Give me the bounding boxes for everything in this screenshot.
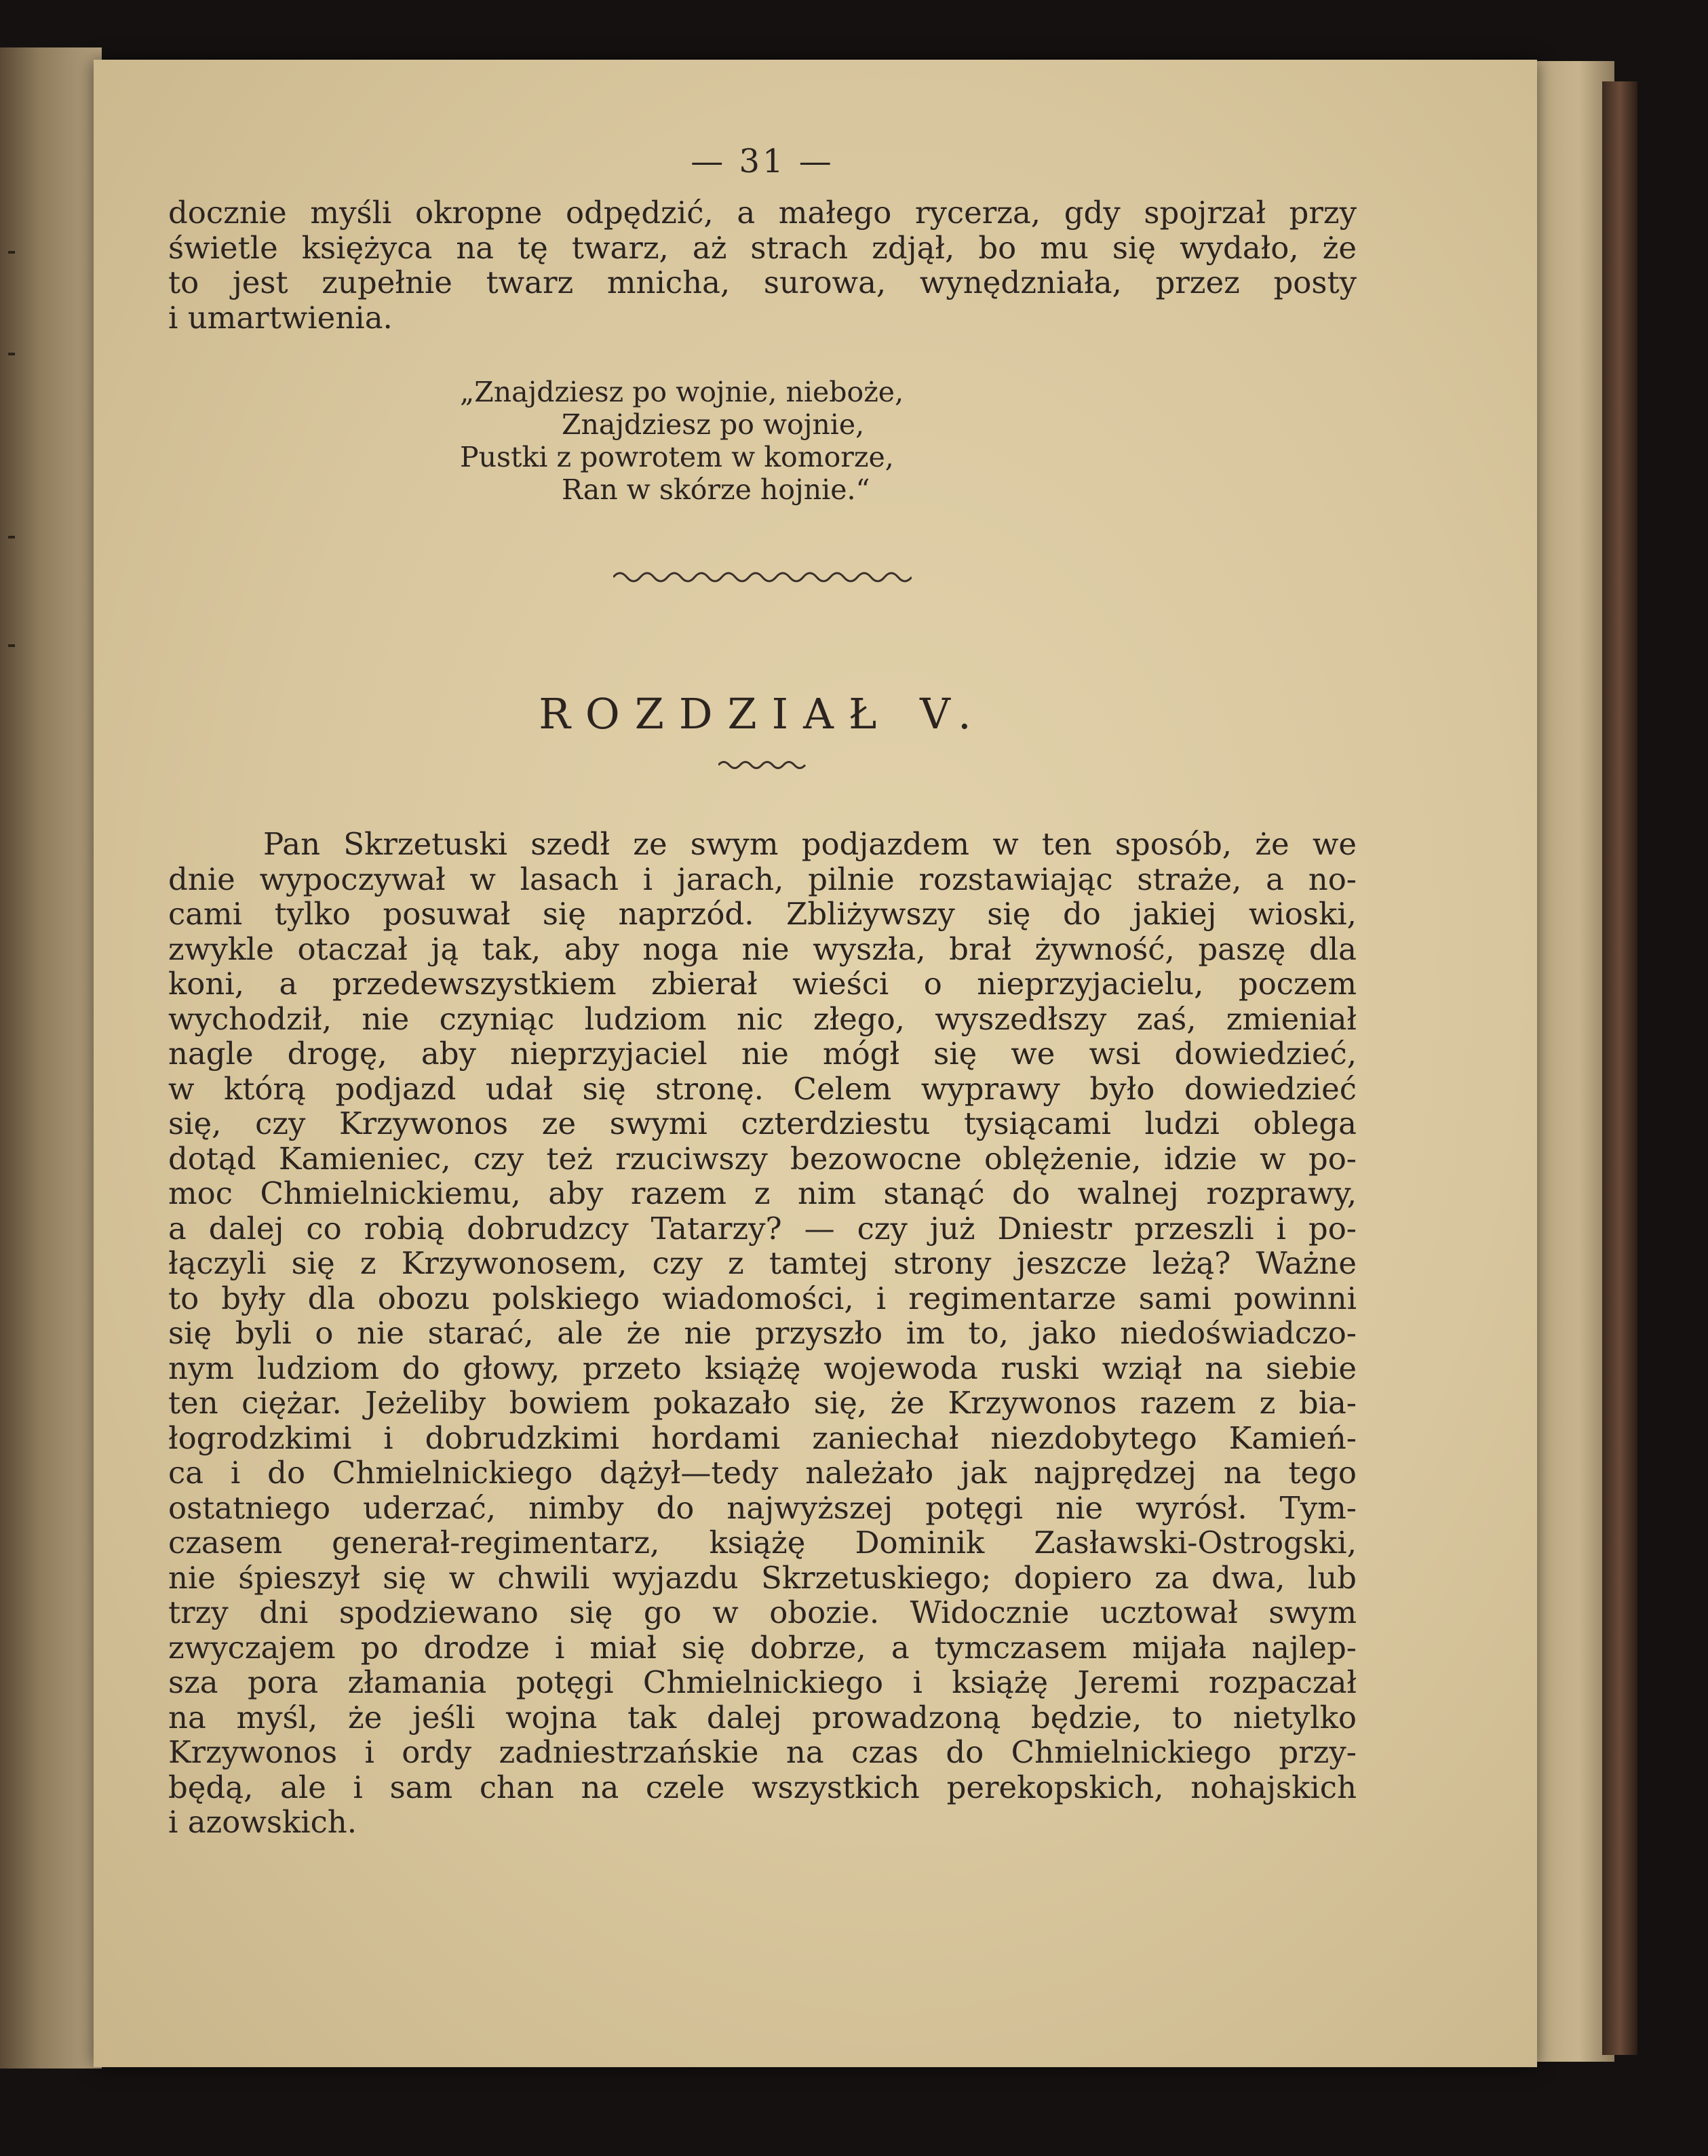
text-line: na myśl, że jeśli wojna tak dalej prowadzoną będzie, to nietylko bbox=[168, 1699, 1357, 1736]
verse-line: Pustki z powrotem w komorze, bbox=[460, 441, 894, 473]
text-line: to były dla obozu polskiego wiadomości, i regimentarze sami powinni bbox=[168, 1280, 1357, 1316]
text-line: czasem generał-regimentarz, książę Dominik Zasławski-Ostrogski, bbox=[168, 1525, 1357, 1561]
text-line: i umartwienia. bbox=[168, 299, 393, 336]
text-line: zwykle otaczał ją tak, aby noga nie wyszła, brał żywność, paszę dla bbox=[168, 930, 1357, 967]
text-line: sza pora złamania potęgi Chmielnickiego i książę Jeremi rozpaczał bbox=[168, 1664, 1357, 1700]
text-line: a dalej co robią dobrudzcy Tatarzy? — czy już Dniestr przeszli i po- bbox=[168, 1210, 1357, 1247]
text-line: ostatniego uderzać, nimby do najwyższej potęgi nie wyrósł. Tym- bbox=[168, 1489, 1357, 1526]
verse-line: „Znajdziesz po wojnie, nieboże, bbox=[460, 376, 904, 408]
text-line: nym ludziom do głowy, przeto książę wojewoda ruski wziął na siebie bbox=[168, 1350, 1357, 1386]
text-line: w którą podjazd udał się stronę. Celem wyprawy było dowiedzieć bbox=[168, 1070, 1357, 1107]
text-line: ca i do Chmielnickiego dążył—tedy należało jak najprędzej na tego bbox=[168, 1455, 1357, 1491]
text-line: się byli o nie starać, ale że nie przyszło im to, jako niedoświadczo- bbox=[168, 1315, 1357, 1351]
book-cover-edge bbox=[1602, 81, 1637, 2055]
verse-line: Ran w skórze hojnie.“ bbox=[562, 473, 870, 506]
text-line: trzy dni spodziewano się go w obozie. Widocznie ucztował swym bbox=[168, 1594, 1357, 1630]
text-line: docznie myśli okropne odpędzić, a małego rycerza, gdy spojrzał przy bbox=[168, 195, 1357, 231]
text-line: Krzywonos i ordy zadniestrzańskie na czas do Chmielnickiego przy- bbox=[168, 1734, 1357, 1770]
page-text bbox=[168, 142, 1357, 1840]
verse-line: Znajdziesz po wojnie, bbox=[562, 408, 865, 441]
right-page-edge bbox=[1526, 61, 1614, 2062]
text-line: cami tylko posuwał się naprzód. Zbliżywszy się do jakiej wioski, bbox=[168, 896, 1357, 932]
left-page-edge bbox=[0, 47, 102, 2069]
page-edge-mark bbox=[8, 251, 15, 254]
text-line: dotąd Kamieniec, czy też rzuciwszy bezowocne oblężenie, idzie w po- bbox=[168, 1140, 1357, 1177]
page-edge-mark bbox=[8, 353, 15, 355]
text-line: zwyczajem po drodze i miał się dobrze, a tymczasem mijała najlep- bbox=[168, 1629, 1357, 1666]
text-line: ten ciężar. Jeżeliby bowiem pokazało się, że Krzywonos razem z bia- bbox=[168, 1385, 1357, 1421]
text-line: to jest zupełnie twarz mnicha, surowa, wynędzniała, przez posty bbox=[168, 264, 1357, 300]
text-line: świetle księżyca na tę twarz, aż strach zdjął, bo mu się wydało, że bbox=[168, 229, 1357, 266]
text-line: dnie wypoczywał w lasach i jarach, pilnie rozstawiając straże, a no- bbox=[168, 861, 1357, 897]
wavy-ornament-divider bbox=[613, 567, 912, 587]
paragraph bbox=[168, 195, 1357, 335]
text-line: koni, a przedewszystkiem zbierał wieści o nieprzyjacielu, poczem bbox=[168, 966, 1357, 1002]
text-line: moc Chmielnickiemu, aby razem z nim stanąć do walnej rozprawy, bbox=[168, 1175, 1357, 1211]
text-line: nie śpieszył się w chwili wyjazdu Skrzetuskiego; dopiero za dwa, lub bbox=[168, 1559, 1357, 1596]
text-line: wychodził, nie czyniąc ludziom nic złego, wyszedłszy zaś, zmieniał bbox=[168, 1000, 1357, 1037]
text-line: i azowskich. bbox=[168, 1804, 357, 1840]
chapter-title: ROZDZIAŁ V. bbox=[539, 689, 986, 739]
text-line: się, czy Krzywonos ze swymi czterdziestu tysiącami ludzi oblega bbox=[168, 1105, 1357, 1141]
text-line: łączyli się z Krzywonosem, czy z tamtej strony jeszcze leżą? Ważne bbox=[168, 1245, 1357, 1281]
text-line: będą, ale i sam chan na czele wszystkich perekopskich, nohajskich bbox=[168, 1769, 1357, 1805]
text-line: Pan Skrzetuski szedł ze swym podjazdem w ten sposób, że we bbox=[263, 826, 1357, 862]
page-edge-mark bbox=[8, 536, 15, 538]
chapter-paragraph bbox=[168, 827, 1357, 1840]
text-line: nagle drogę, aby nieprzyjaciel nie mógł się we wsi dowiedzieć, bbox=[168, 1036, 1357, 1072]
page-edge-mark bbox=[8, 644, 15, 647]
text-line: łogrodzkimi i dobrudzkimi hordami zaniechał niezdobytego Kamień- bbox=[168, 1419, 1357, 1456]
verse bbox=[460, 376, 975, 506]
page-number: — 31 — bbox=[691, 142, 834, 180]
small-wavy-ornament bbox=[718, 758, 807, 772]
